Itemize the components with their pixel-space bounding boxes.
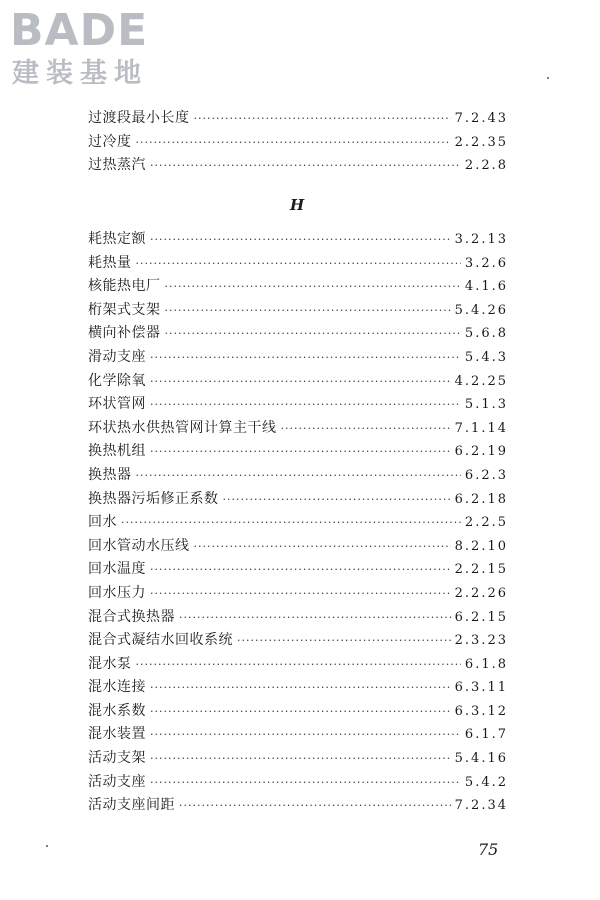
scan-speck [46, 845, 48, 847]
entry-ref: 6.3.12 [454, 703, 508, 719]
entry-term: 混水连接 [88, 679, 146, 696]
entry-term: 桁架式支架 [88, 301, 161, 318]
entry-term: 活动支座间距 [88, 797, 175, 814]
index-entry [88, 629, 508, 653]
index-entry [88, 488, 508, 512]
index-entry [88, 558, 508, 582]
index-entry [88, 582, 508, 606]
dot-leader [165, 299, 451, 323]
entry-term: 混水装置 [88, 726, 146, 743]
entry-ref: 6.3.11 [454, 680, 508, 696]
index-entry [88, 464, 508, 488]
entry-term: 换热器污垢修正系数 [88, 490, 219, 507]
index-entry [88, 700, 508, 724]
dot-leader [136, 131, 451, 155]
entry-ref: 2.2.26 [454, 585, 508, 601]
dot-leader [150, 582, 451, 606]
entry-ref: 5.4.3 [464, 349, 508, 365]
entry-term: 活动支架 [88, 750, 146, 767]
watermark-latin-text: BADE [10, 5, 149, 56]
entry-ref: 3.2.6 [464, 255, 508, 271]
dot-leader [281, 417, 451, 441]
dot-leader [136, 653, 461, 677]
index-entry [88, 723, 508, 747]
index-entry [88, 511, 508, 535]
scan-speck [547, 77, 549, 79]
index-entry [88, 299, 508, 323]
index-entry [88, 535, 508, 559]
bade-watermark-logo [10, 6, 180, 96]
entry-ref: 7.2.43 [454, 111, 508, 126]
index-entry [88, 131, 508, 155]
index-entry [88, 606, 508, 630]
index-entry [88, 794, 508, 818]
index-entries-before [88, 107, 508, 178]
index-entry [88, 393, 508, 417]
dot-leader [150, 723, 461, 747]
entry-ref: 4.1.6 [464, 279, 508, 295]
index-entry [88, 228, 508, 252]
entry-term: 过热蒸汽 [88, 157, 146, 174]
watermark-cjk-text: 建装基地 [12, 58, 148, 89]
index-entry [88, 275, 508, 299]
dot-leader [165, 322, 461, 346]
dot-leader [179, 606, 451, 630]
entry-ref: 5.4.26 [454, 302, 508, 318]
index-entries-h [88, 228, 508, 818]
entry-term: 滑动支座 [88, 348, 146, 365]
entry-term: 化学除氧 [88, 372, 146, 389]
dot-leader [136, 464, 461, 488]
entry-term: 回水温度 [88, 561, 146, 578]
dot-leader [150, 370, 451, 394]
entry-ref: 4.2.25 [454, 373, 508, 389]
entry-ref: 6.2.18 [454, 491, 508, 507]
entry-ref: 2.2.15 [454, 562, 508, 578]
dot-leader [223, 488, 451, 512]
entry-term: 混水系数 [88, 702, 146, 719]
entry-term: 过冷度 [88, 133, 132, 150]
entry-term: 活动支座 [88, 773, 146, 790]
entry-ref: 6.2.19 [454, 444, 508, 460]
dot-leader [194, 535, 451, 559]
entry-term: 回水管动水压线 [88, 537, 190, 554]
index-entry [88, 653, 508, 677]
dot-leader [165, 275, 461, 299]
index-entry [88, 676, 508, 700]
dot-leader [150, 558, 451, 582]
entry-ref: 6.2.3 [464, 467, 508, 483]
entry-term: 回水压力 [88, 584, 146, 601]
entry-term: 耗热量 [88, 254, 132, 271]
index-entry [88, 252, 508, 276]
entry-term: 过渡段最小长度 [88, 110, 190, 126]
entry-ref: 5.4.16 [454, 751, 508, 767]
index-entry [88, 370, 508, 394]
entry-ref: 6.1.8 [464, 656, 508, 672]
entry-ref: 8.2.10 [454, 538, 508, 554]
section-heading-letter: H [290, 196, 305, 214]
dot-leader [136, 252, 461, 276]
entry-ref: 2.2.35 [454, 134, 508, 150]
entry-ref: 2.2.8 [464, 158, 508, 174]
dot-leader [150, 346, 461, 370]
entry-term: 环状管网 [88, 396, 146, 413]
entry-ref: 2.3.23 [454, 633, 508, 649]
entry-term: 混合式凝结水回收系统 [88, 632, 233, 649]
entry-term: 核能热电厂 [88, 278, 161, 295]
dot-leader [150, 747, 451, 771]
entry-ref: 5.1.3 [464, 397, 508, 413]
entry-term: 横向补偿器 [88, 325, 161, 342]
entry-term: 混合式换热器 [88, 608, 175, 625]
dot-leader [150, 393, 461, 417]
dot-leader [150, 154, 461, 178]
entry-ref: 6.1.7 [464, 727, 508, 743]
entry-ref: 7.2.34 [454, 798, 508, 814]
dot-leader [237, 629, 451, 653]
dot-leader [150, 771, 461, 795]
dot-leader [179, 794, 451, 818]
entry-term: 回水 [88, 514, 117, 531]
index-entry [88, 440, 508, 464]
dot-leader [150, 676, 451, 700]
index-entry [88, 747, 508, 771]
entry-term: 换热器 [88, 466, 132, 483]
index-entry [88, 346, 508, 370]
index-entry [88, 771, 508, 795]
entry-ref: 6.2.15 [454, 609, 508, 625]
dot-leader [121, 511, 461, 535]
dot-leader [150, 700, 451, 724]
entry-ref: 5.4.2 [464, 774, 508, 790]
entry-ref: 5.6.8 [464, 326, 508, 342]
entry-term: 混水泵 [88, 655, 132, 672]
entry-ref: 7.1.14 [454, 420, 508, 436]
entry-term: 环状热水供热管网计算主干线 [88, 419, 277, 436]
index-entry [88, 107, 508, 131]
entry-ref: 2.2.5 [464, 515, 508, 531]
entry-term: 耗热定额 [88, 231, 146, 247]
dot-leader [150, 440, 451, 464]
index-entry [88, 417, 508, 441]
index-entry [88, 154, 508, 178]
entry-ref: 3.2.13 [454, 232, 508, 247]
index-entry [88, 322, 508, 346]
entry-term: 换热机组 [88, 443, 146, 460]
dot-leader [150, 228, 451, 252]
dot-leader [194, 107, 451, 131]
page-number: 75 [478, 840, 499, 859]
